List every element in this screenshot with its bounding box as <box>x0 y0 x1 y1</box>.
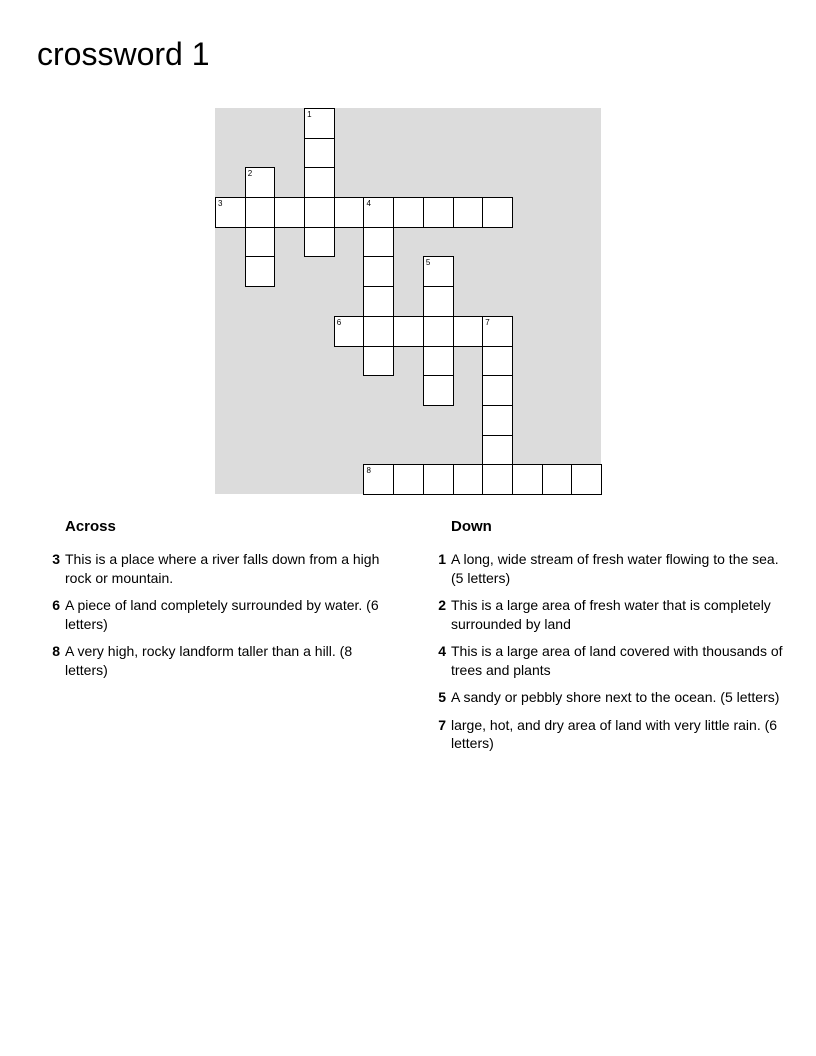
grid-cell[interactable] <box>423 197 454 228</box>
grid-cell[interactable] <box>453 316 484 347</box>
grid-cell[interactable] <box>304 138 335 169</box>
grid-cell[interactable] <box>542 464 573 495</box>
grid-cell[interactable] <box>423 464 454 495</box>
grid-cell[interactable] <box>393 316 424 347</box>
grid-cell[interactable] <box>453 197 484 228</box>
grid-cell[interactable] <box>482 197 513 228</box>
grid-cell[interactable] <box>245 256 276 287</box>
clue-number: 2 <box>438 597 446 613</box>
grid-cell[interactable] <box>423 346 454 377</box>
grid-cell[interactable] <box>363 316 394 347</box>
cell-number: 6 <box>336 317 342 327</box>
cell-number: 2 <box>247 169 253 179</box>
grid-cell[interactable] <box>571 464 602 495</box>
clue-number: 5 <box>438 689 446 705</box>
across-heading: Across <box>65 518 116 535</box>
grid-cell[interactable] <box>363 197 394 228</box>
down-clue <box>430 596 785 633</box>
grid-cell[interactable] <box>245 167 276 198</box>
down-heading: Down <box>451 518 492 535</box>
grid-cell[interactable] <box>423 375 454 406</box>
grid-cell[interactable] <box>453 464 484 495</box>
grid-cell[interactable] <box>215 197 246 228</box>
down-clue <box>430 550 785 587</box>
clue-text: This is a large area of land covered with thousands of trees and plants <box>451 643 783 678</box>
cell-number: 8 <box>366 466 371 476</box>
across-clue <box>44 642 394 679</box>
cell-number: 5 <box>425 258 431 268</box>
clue-number: 8 <box>52 643 60 659</box>
clue-text: A piece of land completely surrounded by water. (6 letters) <box>65 597 379 632</box>
clue-number: 1 <box>438 551 446 567</box>
cell-number: 7 <box>485 317 490 327</box>
grid-cell[interactable] <box>274 197 305 228</box>
clue-text: A very high, rocky landform taller than a hill. (8 letters) <box>65 643 353 678</box>
grid-cell[interactable] <box>304 197 335 228</box>
clue-text: A sandy or pebbly shore next to the ocean. (5 letters) <box>451 689 780 705</box>
grid-cell[interactable] <box>334 197 365 228</box>
crossword-grid <box>215 108 601 494</box>
across-clue <box>44 550 394 587</box>
grid-cell[interactable] <box>423 316 454 347</box>
grid-cell[interactable] <box>482 346 513 377</box>
grid-cell[interactable] <box>423 286 454 317</box>
grid-cell[interactable] <box>482 405 513 436</box>
down-clue <box>430 716 785 753</box>
clue-text: This is a place where a river falls down from a high rock or mountain. <box>65 551 380 586</box>
clue-number: 7 <box>438 716 446 733</box>
grid-cell[interactable] <box>393 197 424 228</box>
clue-number: 3 <box>52 551 60 567</box>
down-clue <box>430 642 785 679</box>
cell-number: 3 <box>218 199 223 209</box>
grid-cell[interactable] <box>482 464 513 495</box>
grid-cell[interactable] <box>245 227 276 258</box>
grid-cell[interactable] <box>363 464 394 495</box>
cell-number: 4 <box>366 199 371 209</box>
across-clue-list <box>44 550 394 688</box>
across-clue <box>44 596 394 633</box>
grid-cell[interactable] <box>304 108 335 139</box>
page-title: crossword 1 <box>37 36 210 72</box>
down-clue <box>430 688 785 707</box>
clue-text: A long, wide stream of fresh water flowing to the sea. (5 letters) <box>451 551 779 586</box>
grid-cell[interactable] <box>363 286 394 317</box>
clue-text: large, hot, and dry area of land with very little rain. (6 letters) <box>451 716 778 751</box>
grid-cell[interactable] <box>482 435 513 466</box>
grid-cell[interactable] <box>304 227 335 258</box>
grid-cell[interactable] <box>423 256 454 287</box>
clue-text: This is a large area of fresh water that is completely surrounded by land <box>451 597 771 632</box>
grid-cell[interactable] <box>363 227 394 258</box>
grid-cell[interactable] <box>482 316 513 347</box>
grid-cell[interactable] <box>393 464 424 495</box>
grid-cell[interactable] <box>512 464 543 495</box>
grid-cell[interactable] <box>482 375 513 406</box>
grid-cell[interactable] <box>245 197 276 228</box>
clue-number: 6 <box>52 597 60 613</box>
clue-number: 4 <box>438 643 446 659</box>
grid-cell[interactable] <box>304 167 335 198</box>
cell-number: 1 <box>307 110 312 119</box>
down-clue-list <box>430 550 785 762</box>
grid-cell[interactable] <box>363 256 394 287</box>
grid-cell[interactable] <box>334 316 365 347</box>
grid-cell[interactable] <box>363 346 394 377</box>
